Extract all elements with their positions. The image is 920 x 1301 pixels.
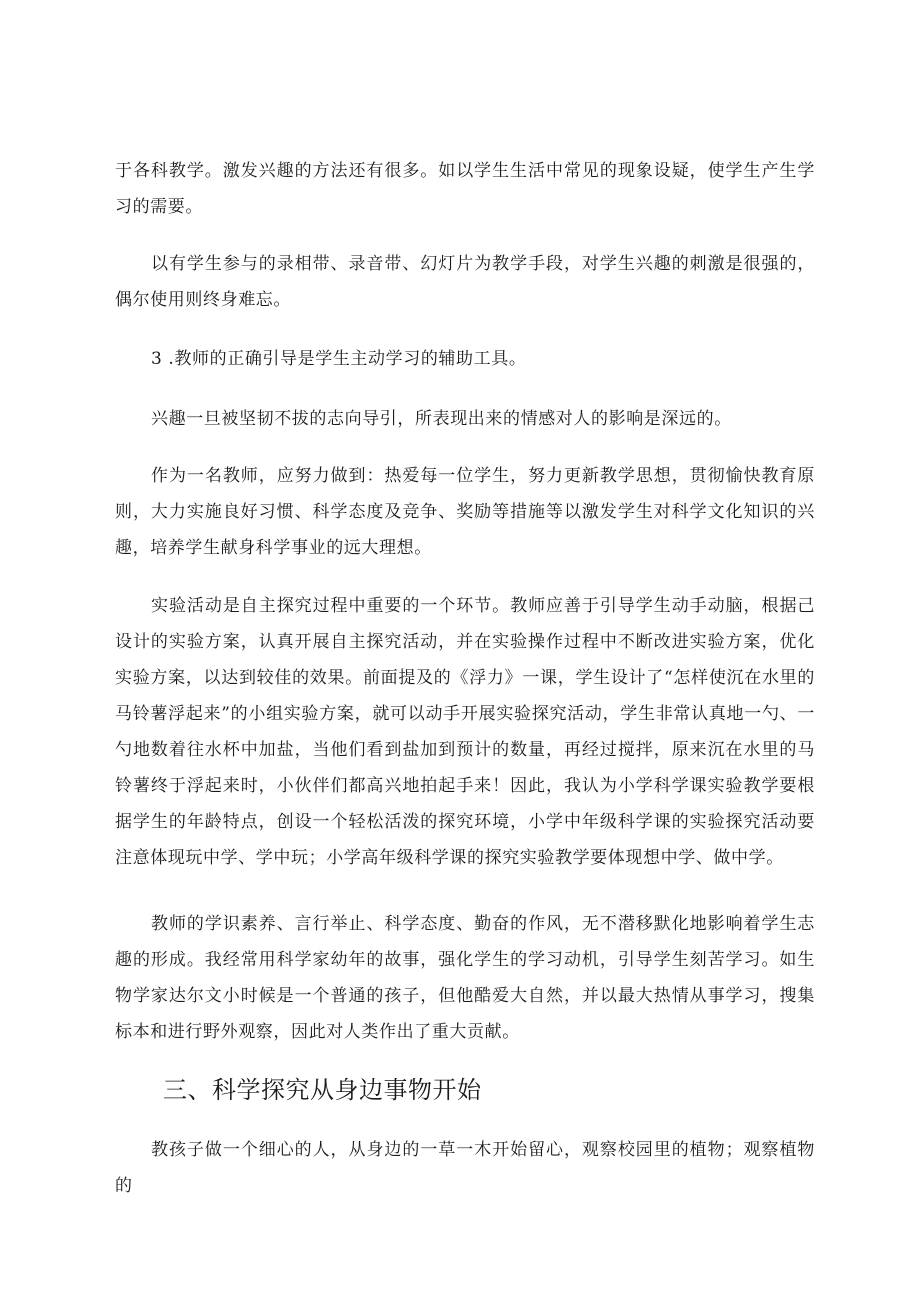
paragraph-4: 兴趣一旦被坚韧不拔的志向导引，所表现出来的情感对人的影响是深远的。: [151, 409, 732, 429]
paragraph-3: 3 .教师的正确引导是学生主动学习的辅助工具。: [151, 349, 527, 369]
paragraph-1: 于各科教学。激发兴趣的方法还有很多。如以学生生活中常见的现象设疑，使学生产生学习的需要。: [115, 161, 815, 217]
section-heading: 三、科学探究从身边事物开始: [163, 1076, 482, 1104]
paragraph-7: 教师的学识素养、言行举止、科学态度、勤奋的作风，无不潜移默化地影响着学生志趣的形成。我经常用科学家幼年的故事，强化学生的学习动机，引导学生刻苦学习。如生物学家达尔文小时候是一个普通的孩子，但他酷爱大自然，并以最大热情从事学习，搜集标本和进行野外观察，因此对人类作出了重大贡献。: [115, 914, 815, 1042]
paragraph-8: 教孩子做一个细心的人，从身边的一草一木开始留心，观察校园里的植物；观察植物的: [115, 1140, 815, 1196]
paragraph-2: 以有学生参与的录相带、录音带、幻灯片为教学手段，对学生兴趣的刺激是很强的，偶尔使用则终身难忘。: [115, 254, 815, 310]
paragraph-6: 实验活动是自主探究过程中重要的一个环节。教师应善于引导学生动手动脑，根据己设计的实验方案，认真开展自主探究活动，并在实验操作过程中不断改进实验方案，优化实验方案，以达到较佳的效果。前面提及的《浮力》一课，学生设计了“怎样使沉在水里的马铃薯浮起来”的小组实验方案，就可以动手开展实验探究活动，学生非常认真地一勺、一勺地数着往水杯中加盐，当他们看到盐加到预计的数量，再经过搅拌，原来沉在水里的马铃薯终于浮起来时，小伙伴们都高兴地拍起手来！因此，我认为小学科学课实验教学要根据学生的年龄特点，创设一个轻松活泼的探究环境，小学中年级科学课的实验探究活动要注意体现玩中学、学中玩；小学高年级科学课的探究实验教学要体现想中学、做中学。: [115, 596, 815, 868]
paragraph-5: 作为一名教师，应努力做到：热爱每一位学生，努力更新教学思想，贯彻愉快教育原则，大力实施良好习惯、科学态度及竞争、奖励等措施等以激发学生对科学文化知识的兴趣，培养学生献身科学事业的远大理想。: [115, 466, 815, 558]
